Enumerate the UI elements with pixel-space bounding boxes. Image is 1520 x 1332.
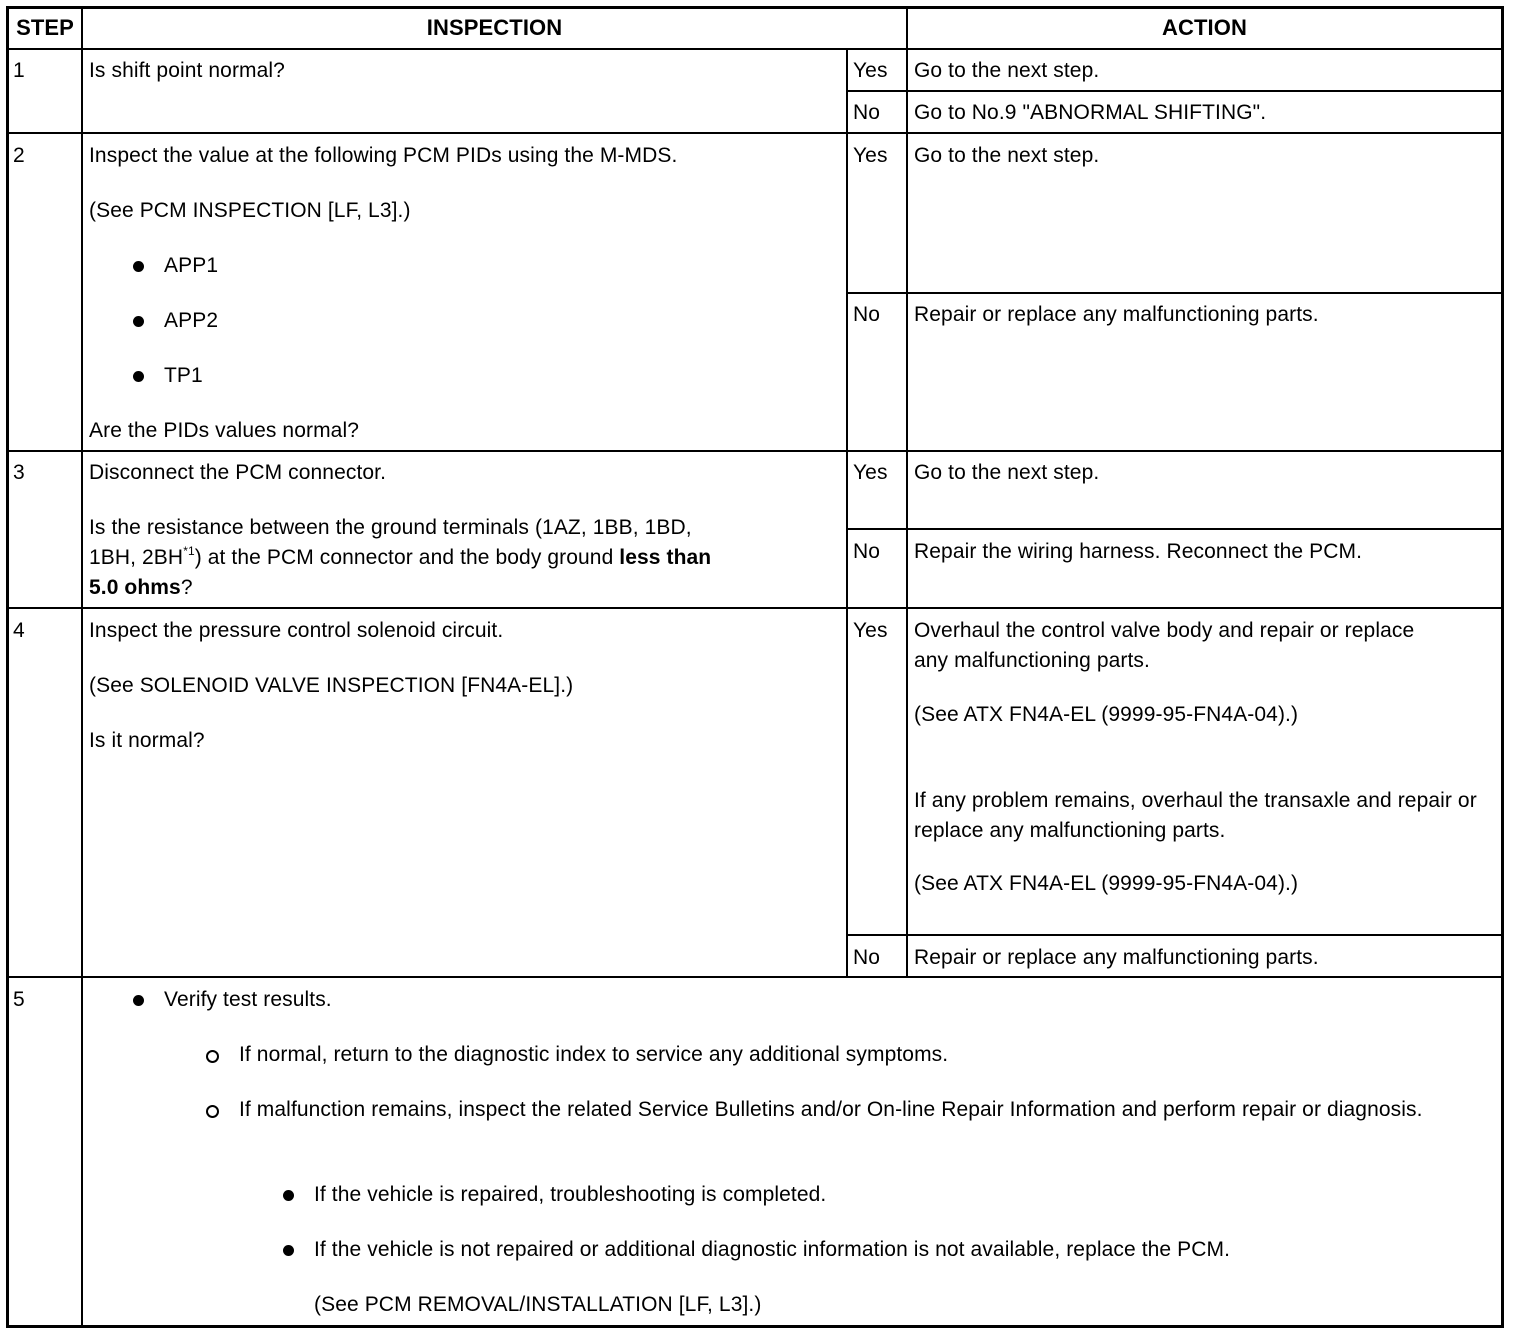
action-text: If any problem remains, overhaul the transaxle and repair or replace any malfunctioning parts. — [914, 789, 1477, 842]
yes-no-divider — [846, 934, 1504, 936]
action-text: Repair the wiring harness. Reconnect the PCM. — [914, 540, 1363, 563]
no-label: No — [853, 946, 881, 969]
pid-item: APP1 — [164, 254, 219, 277]
no-label: No — [853, 101, 881, 124]
result-text: If malfunction remains, inspect the related Service Bulletins and/or On-line Repair Information and perform repair or diagnosis. — [239, 1098, 1423, 1121]
bullet-icon — [283, 1190, 294, 1201]
step-number: 1 — [13, 59, 25, 82]
criteria-value: 5.0 ohms — [89, 576, 181, 599]
question-mark: ? — [180, 576, 193, 599]
reference-text: (See ATX FN4A-EL (9999-95-FN4A-04).) — [914, 703, 1299, 726]
reference-text: (See PCM REMOVAL/INSTALLATION [LF, L3].) — [314, 1293, 762, 1316]
question-text: Is the resistance between the ground terminals (1AZ, 1BB, 1BD, — [89, 516, 692, 539]
header-inspection: INSPECTION — [426, 15, 563, 40]
inspection-text: Disconnect the PCM connector. — [89, 461, 387, 484]
action-text: Repair or replace any malfunctioning parts. — [914, 303, 1319, 326]
question-text — [89, 573, 193, 603]
no-label: No — [853, 540, 881, 563]
reference-text: (See SOLENOID VALVE INSPECTION [FN4A-EL].) — [89, 674, 574, 697]
column-divider — [81, 6, 83, 1328]
yes-label: Yes — [853, 144, 888, 167]
inspection-text: Inspect the pressure control solenoid circuit. — [89, 619, 504, 642]
reference-text: (See ATX FN4A-EL (9999-95-FN4A-04).) — [914, 872, 1299, 895]
action-text: Go to the next step. — [914, 461, 1100, 484]
header-step: STEP — [16, 15, 74, 40]
row-divider — [6, 48, 1504, 50]
row-divider — [6, 976, 1504, 978]
column-divider — [846, 48, 848, 978]
criteria-text: less than — [619, 546, 712, 569]
question-text: Are the PIDs values normal? — [89, 419, 359, 442]
inspection-text: Inspect the value at the following PCM PIDs using the M-MDS. — [89, 144, 678, 167]
bullet-icon — [133, 261, 144, 272]
circle-bullet-icon — [206, 1050, 219, 1063]
result-text: If normal, return to the diagnostic index to service any additional symptoms. — [239, 1043, 949, 1066]
inspection-text: Is shift point normal? — [89, 59, 285, 82]
step-number: 2 — [13, 144, 25, 167]
question-text: Is it normal? — [89, 729, 205, 752]
table-border-right — [1501, 6, 1504, 1328]
question-text-cont: ) at the PCM connector and the body ground — [194, 546, 614, 569]
circle-bullet-icon — [206, 1105, 219, 1118]
yes-no-divider — [846, 292, 1504, 294]
step-number: 4 — [13, 619, 25, 642]
step-number: 3 — [13, 461, 25, 484]
pid-item: APP2 — [164, 309, 219, 332]
row-divider — [6, 607, 1504, 609]
table-border-left — [6, 6, 9, 1328]
result-text: If the vehicle is repaired, troubleshooting is completed. — [314, 1183, 827, 1206]
bullet-icon — [283, 1245, 294, 1256]
action-text: Go to the next step. — [914, 59, 1100, 82]
row-divider — [6, 450, 1504, 452]
row-divider — [6, 132, 1504, 134]
step-number: 5 — [13, 988, 25, 1011]
pid-item: TP1 — [164, 364, 203, 387]
terminal-text: 1BH, 2BH — [89, 546, 184, 569]
yes-label: Yes — [853, 461, 888, 484]
action-text: Go to No.9 "ABNORMAL SHIFTING". — [914, 101, 1267, 124]
action-text: Go to the next step. — [914, 144, 1100, 167]
bullet-icon — [133, 995, 144, 1006]
action-text: Overhaul the control valve body and repair or replace any malfunctioning parts. — [914, 619, 1415, 672]
table-border-bottom — [6, 1325, 1504, 1328]
yes-no-divider — [846, 528, 1504, 530]
result-text: If the vehicle is not repaired or additional diagnostic information is not available, replace the PCM. — [314, 1238, 1231, 1261]
action-text: Repair or replace any malfunctioning parts. — [914, 946, 1319, 969]
verify-text: Verify test results. — [164, 988, 332, 1011]
bullet-icon — [133, 316, 144, 327]
yes-label: Yes — [853, 59, 888, 82]
no-label: No — [853, 303, 881, 326]
table-border-top — [6, 6, 1504, 9]
question-text — [89, 543, 711, 573]
bullet-icon — [133, 371, 144, 382]
column-divider — [906, 6, 908, 978]
yes-label: Yes — [853, 619, 888, 642]
footnote-mark: *1 — [183, 544, 195, 558]
header-action: ACTION — [1162, 15, 1247, 40]
reference-text: (See PCM INSPECTION [LF, L3].) — [89, 199, 411, 222]
yes-no-divider — [846, 90, 1504, 92]
